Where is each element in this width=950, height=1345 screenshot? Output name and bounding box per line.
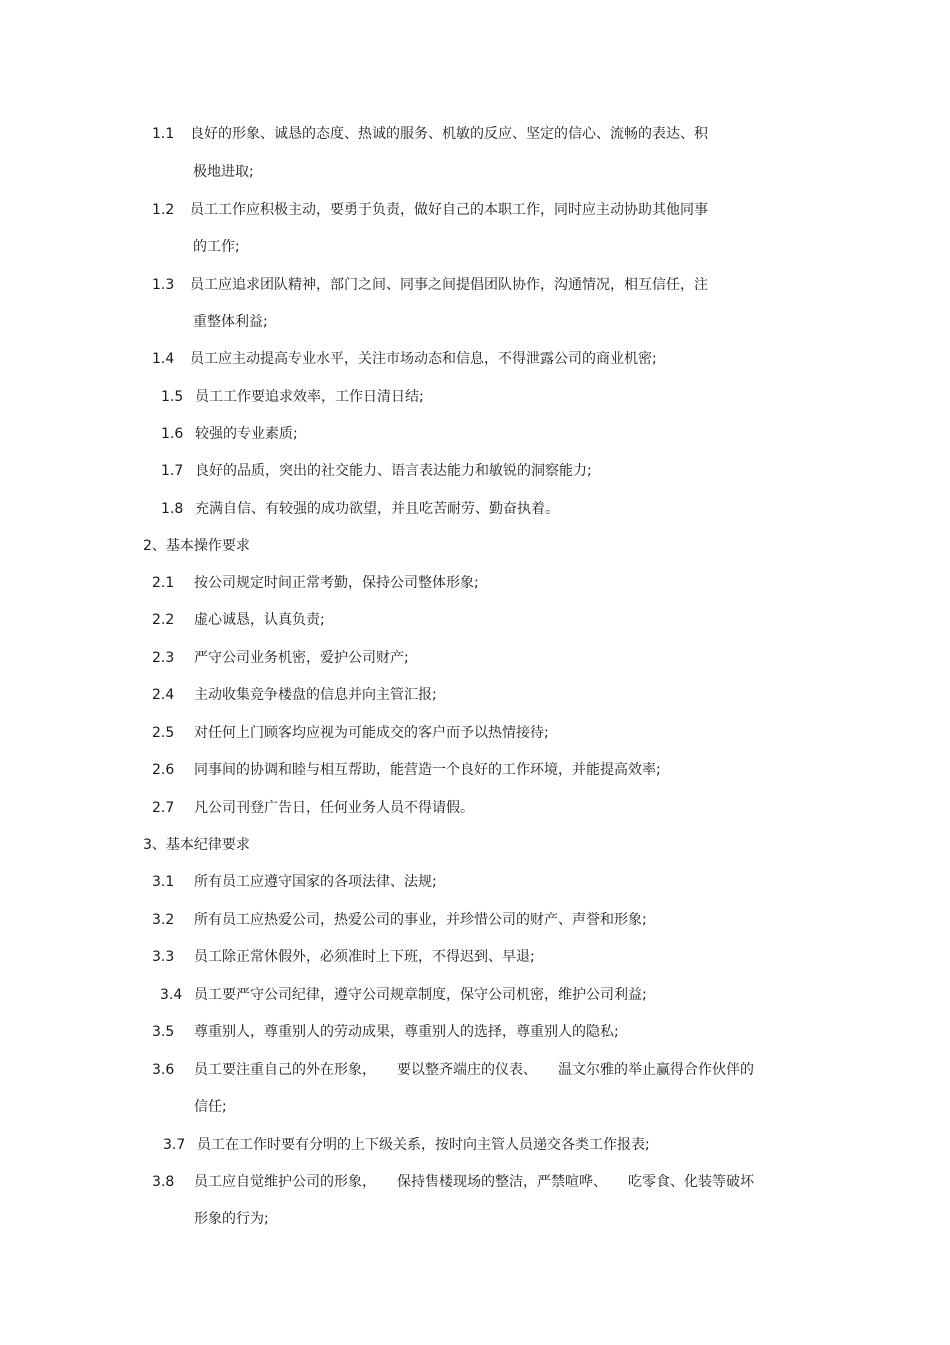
item-number: 1.3 — [152, 277, 175, 293]
list-item — [152, 872, 437, 892]
item-text: 严守公司业务机密，爱护公司财产; — [194, 650, 409, 666]
item-text: 主动收集竞争楼盘的信息并向主管汇报; — [194, 687, 437, 703]
item-text: 良好的形象、诚恳的态度、热诚的服务、机敏的反应、坚定的信心、流畅的表达、积 — [190, 126, 708, 142]
list-item — [152, 124, 708, 144]
list-item — [152, 610, 325, 630]
list-item — [160, 985, 647, 1005]
item-continuation: 极地进取; — [193, 164, 254, 180]
item-number: 3.3 — [152, 949, 175, 965]
list-item — [152, 723, 549, 743]
list-item — [152, 1060, 754, 1080]
list-item — [161, 387, 424, 407]
list-item — [152, 275, 708, 295]
item-number: 1.4 — [152, 351, 175, 367]
item-text: 员工要严守公司纪律，遵守公司规章制度，保守公司机密，维护公司利益; — [194, 987, 647, 1003]
list-item — [161, 499, 559, 519]
list-item — [163, 1135, 650, 1155]
item-number: 1.8 — [161, 501, 184, 517]
list-item — [152, 910, 647, 930]
section-heading: 3、基本纪律要求 — [143, 837, 250, 853]
item-text: 员工除正常休假外，必须准时上下班，不得迟到、早退; — [194, 949, 535, 965]
item-number: 3.2 — [152, 912, 175, 928]
item-number: 1.1 — [152, 126, 175, 142]
list-item — [152, 573, 479, 593]
item-number: 3.7 — [163, 1137, 186, 1153]
item-text: 员工工作应积极主动，要勇于负责，做好自己的本职工作，同时应主动协助其他同事 — [190, 202, 708, 218]
item-text: 按公司规定时间正常考勤，保持公司整体形象; — [194, 575, 479, 591]
item-number: 1.5 — [161, 389, 184, 405]
item-continuation: 信任; — [194, 1099, 227, 1115]
item-continuation: 形象的行为; — [194, 1211, 269, 1227]
item-number: 3.1 — [152, 874, 175, 890]
item-continuation: 重整体利益; — [193, 314, 268, 330]
item-number: 2.6 — [152, 762, 175, 778]
item-text: 同事间的协调和睦与相互帮助，能营造一个良好的工作环境，并能提高效率; — [194, 762, 661, 778]
item-number: 2.2 — [152, 612, 175, 628]
item-text: 良好的品质，突出的社交能力、语言表达能力和敏锐的洞察能力; — [195, 463, 592, 479]
list-item — [152, 1172, 754, 1192]
item-text: 凡公司刊登广告日，任何业务人员不得请假。 — [194, 800, 474, 816]
item-number: 2.5 — [152, 725, 175, 741]
item-text: 尊重别人，尊重别人的劳动成果，尊重别人的选择，尊重别人的隐私; — [194, 1024, 619, 1040]
list-item — [152, 947, 535, 967]
item-continuation: 的工作; — [193, 239, 240, 255]
list-item — [152, 798, 474, 818]
item-number: 1.2 — [152, 202, 175, 218]
item-text: 对任何上门顾客均应视为可能成交的客户而予以热情接待; — [194, 725, 549, 741]
item-text: 员工应主动提高专业水平，关注市场动态和信息，不得泄露公司的商业机密; — [190, 351, 657, 367]
item-text: 员工应追求团队精神，部门之间、同事之间提倡团队协作，沟通情况，相互信任，注 — [190, 277, 708, 293]
item-text: 员工在工作时要有分明的上下级关系，按时向主管人员递交各类工作报表; — [197, 1137, 650, 1153]
list-item — [161, 461, 592, 481]
list-item — [161, 424, 298, 444]
item-number: 3.4 — [160, 987, 183, 1003]
item-text: 充满自信、有较强的成功欲望，并且吃苦耐劳、勤奋执着。 — [195, 501, 559, 517]
list-item — [152, 1022, 619, 1042]
item-text: 所有员工应遵守国家的各项法律、法规; — [194, 874, 437, 890]
item-number: 2.7 — [152, 800, 175, 816]
section-heading: 2、基本操作要求 — [143, 538, 250, 554]
item-text: 员工应自觉维护公司的形象， 保持售楼现场的整洁，严禁喧哗、 吃零食、化装等破坏 — [194, 1174, 754, 1190]
item-text: 员工要注重自己的外在形象， 要以整齐端庄的仪表、 温文尔雅的举止赢得合作伙伴的 — [194, 1062, 754, 1078]
list-item — [152, 200, 708, 220]
item-number: 3.8 — [152, 1174, 175, 1190]
item-text: 虚心诚恳，认真负责; — [194, 612, 325, 628]
item-number: 2.3 — [152, 650, 175, 666]
item-number: 3.5 — [152, 1024, 175, 1040]
list-item — [152, 760, 661, 780]
list-item — [152, 349, 657, 369]
item-text: 所有员工应热爱公司，热爱公司的事业，并珍惜公司的财产、声誉和形象; — [194, 912, 647, 928]
item-text: 员工工作要追求效率，工作日清日结; — [195, 389, 424, 405]
item-text: 较强的专业素质; — [195, 426, 298, 442]
item-number: 2.4 — [152, 687, 175, 703]
item-number: 3.6 — [152, 1062, 175, 1078]
list-item — [152, 648, 409, 668]
item-number: 1.7 — [161, 463, 184, 479]
list-item — [152, 685, 437, 705]
item-number: 2.1 — [152, 575, 175, 591]
item-number: 1.6 — [161, 426, 184, 442]
